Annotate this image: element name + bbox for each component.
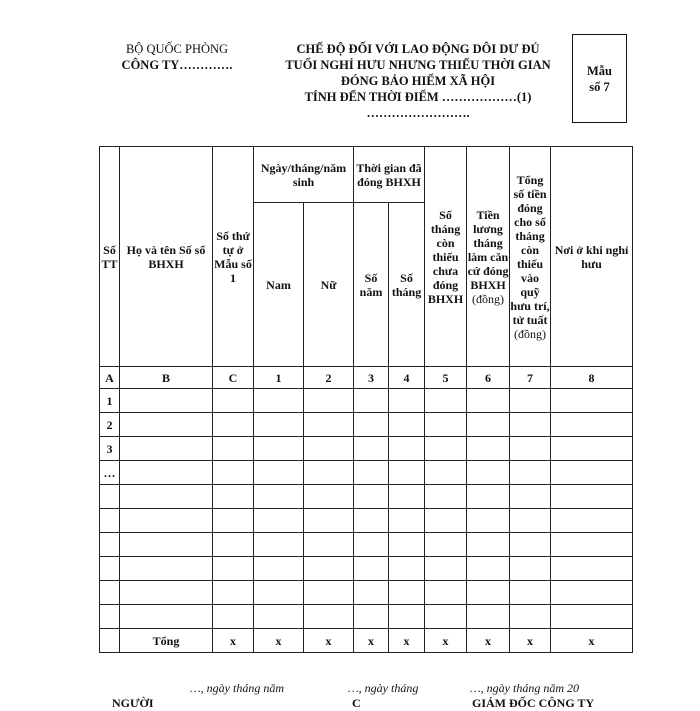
table-cell[interactable] (304, 581, 354, 605)
header-stt: Số TT (100, 147, 120, 367)
table-cell[interactable] (425, 533, 467, 557)
row-number[interactable]: 3 (100, 437, 120, 461)
table-cell[interactable] (510, 437, 551, 461)
form-number: số 7 (589, 79, 610, 94)
table-cell[interactable] (389, 413, 425, 437)
table-cell[interactable] (425, 389, 467, 413)
total-mark: x (254, 629, 304, 653)
title-line: ĐÓNG BẢO HIỂM XÃ HỘI (340, 74, 496, 88)
table-cell[interactable] (389, 389, 425, 413)
row-number[interactable]: 1 (100, 389, 120, 413)
table-cell[interactable] (551, 509, 633, 533)
table-cell[interactable] (510, 413, 551, 437)
table-cell[interactable] (120, 413, 213, 437)
header-residence: Nơi ở khi nghỉ hưu (551, 147, 633, 367)
table-cell[interactable] (213, 509, 254, 533)
total-mark: x (354, 629, 389, 653)
form-label: Mẫu (587, 63, 612, 78)
index-cell: 1 (254, 367, 304, 389)
index-cell: 5 (425, 367, 467, 389)
table-row (100, 509, 633, 533)
table-cell[interactable] (425, 509, 467, 533)
row-number[interactable] (100, 509, 120, 533)
table-cell[interactable] (354, 461, 389, 485)
table-cell[interactable] (389, 461, 425, 485)
header-male: Nam (254, 203, 304, 367)
table-cell[interactable] (354, 437, 389, 461)
header-salary-unit: (đồng) (472, 291, 505, 306)
table-cell[interactable] (425, 557, 467, 581)
table-cell[interactable] (120, 509, 213, 533)
table-cell[interactable] (120, 581, 213, 605)
header-total-money-label: Tổng số tiền đóng cho số tháng còn thiếu vào quỹ hưu trí, tử tuất (510, 172, 550, 327)
header-time-group: Thời gian đã đóng BHXH (354, 147, 425, 203)
table-cell[interactable] (213, 605, 254, 629)
total-label: Tổng (120, 629, 213, 653)
issuing-organization (112, 41, 242, 73)
table-cell[interactable] (425, 605, 467, 629)
header-name: Họ và tên Số sổ BHXH (120, 147, 213, 367)
table-row (100, 533, 633, 557)
table-cell[interactable] (467, 557, 510, 581)
table-cell[interactable] (254, 557, 304, 581)
index-cell: 7 (510, 367, 551, 389)
company-name: CÔNG TY…………. (121, 58, 233, 72)
date-line-1: …, ngày tháng năm (190, 681, 284, 695)
header-total-money (510, 147, 551, 367)
total-row (100, 629, 633, 653)
table-cell[interactable] (510, 557, 551, 581)
table-row (100, 581, 633, 605)
header-missing-months: Số tháng còn thiếu chưa đóng BHXH (425, 147, 467, 367)
table-cell[interactable] (551, 461, 633, 485)
table-cell[interactable] (354, 581, 389, 605)
table-row (100, 605, 633, 629)
table-cell[interactable] (551, 413, 633, 437)
table-row (100, 413, 633, 437)
table-cell[interactable] (551, 533, 633, 557)
table-row (100, 485, 633, 509)
table-cell[interactable] (467, 581, 510, 605)
table-cell[interactable] (213, 557, 254, 581)
index-cell: 2 (304, 367, 354, 389)
title-line: TUỔI NGHỈ HƯU NHƯNG THIẾU THỜI GIAN (285, 58, 551, 72)
row-number[interactable] (100, 581, 120, 605)
table-cell[interactable] (304, 485, 354, 509)
table-cell[interactable] (389, 557, 425, 581)
header-seq: Số thứ tự ở Mẫu số 1 (213, 147, 254, 367)
table-cell[interactable] (213, 437, 254, 461)
table-cell[interactable] (389, 485, 425, 509)
table-cell[interactable] (389, 437, 425, 461)
index-cell: 8 (551, 367, 633, 389)
title-line: TÍNH ĐẾN THỜI ĐIỂM ………………(1) (304, 90, 532, 104)
date-line-2: …, ngày tháng (348, 681, 419, 695)
table-row (100, 461, 633, 485)
data-table (99, 146, 633, 653)
table-cell[interactable] (425, 461, 467, 485)
table-row (100, 437, 633, 461)
index-cell: C (213, 367, 254, 389)
table-cell[interactable] (254, 533, 304, 557)
row-number[interactable] (100, 557, 120, 581)
table-cell[interactable] (254, 413, 304, 437)
table-cell[interactable] (120, 557, 213, 581)
title-line: ……………………. (366, 106, 470, 120)
table-cell[interactable] (467, 485, 510, 509)
table-cell[interactable] (254, 509, 304, 533)
table-cell[interactable] (551, 389, 633, 413)
header-total-money-unit: (đồng) (514, 326, 547, 341)
table-cell[interactable] (425, 581, 467, 605)
table-cell[interactable] (354, 605, 389, 629)
total-mark: x (213, 629, 254, 653)
table-cell[interactable] (467, 533, 510, 557)
table-cell[interactable] (254, 581, 304, 605)
table-cell[interactable] (510, 581, 551, 605)
table-cell[interactable] (213, 581, 254, 605)
row-number[interactable] (100, 605, 120, 629)
total-mark: x (389, 629, 425, 653)
table-cell[interactable] (304, 437, 354, 461)
row-number[interactable]: … (100, 461, 120, 485)
table-cell[interactable] (354, 485, 389, 509)
table-cell[interactable] (120, 437, 213, 461)
table-cell[interactable] (120, 461, 213, 485)
table-cell[interactable] (467, 461, 510, 485)
table-cell[interactable] (213, 485, 254, 509)
table-cell[interactable] (510, 509, 551, 533)
table-cell[interactable] (551, 557, 633, 581)
table-cell[interactable] (467, 509, 510, 533)
table-cell[interactable] (254, 461, 304, 485)
row-number[interactable]: 2 (100, 413, 120, 437)
header-dob-group: Ngày/tháng/năm sinh (254, 147, 354, 203)
total-mark: x (304, 629, 354, 653)
table-cell[interactable] (213, 533, 254, 557)
index-cell: 6 (467, 367, 510, 389)
table-cell[interactable] (467, 389, 510, 413)
table-cell[interactable] (467, 605, 510, 629)
table-cell[interactable] (354, 557, 389, 581)
table-cell[interactable] (120, 485, 213, 509)
signer-middle: C (352, 696, 361, 710)
document-title (258, 41, 578, 121)
signer-right: GIÁM ĐỐC CÔNG TY (472, 696, 595, 710)
table-cell[interactable] (510, 485, 551, 509)
header-months: Số tháng (389, 203, 425, 367)
table-cell[interactable] (425, 485, 467, 509)
index-cell: 3 (354, 367, 389, 389)
row-number[interactable] (100, 485, 120, 509)
total-row-stt (100, 629, 120, 653)
table-cell[interactable] (510, 605, 551, 629)
ministry-name: BỘ QUỐC PHÒNG (125, 42, 229, 56)
table-cell[interactable] (304, 509, 354, 533)
table-cell[interactable] (551, 485, 633, 509)
table-cell[interactable] (389, 581, 425, 605)
table-cell[interactable] (510, 389, 551, 413)
table-cell[interactable] (304, 557, 354, 581)
table-cell[interactable] (254, 437, 304, 461)
table-cell[interactable] (304, 389, 354, 413)
table-cell[interactable] (254, 389, 304, 413)
header-salary (467, 147, 510, 367)
index-cell: 4 (389, 367, 425, 389)
table-cell[interactable] (304, 605, 354, 629)
table-cell[interactable] (120, 389, 213, 413)
table-cell[interactable] (304, 461, 354, 485)
table-cell[interactable] (389, 605, 425, 629)
table-cell[interactable] (120, 605, 213, 629)
table-cell[interactable] (354, 413, 389, 437)
table-row (100, 389, 633, 413)
index-cell: B (120, 367, 213, 389)
date-line-3: …, ngày tháng năm 20 (470, 681, 579, 695)
total-mark: x (551, 629, 633, 653)
table-cell[interactable] (304, 533, 354, 557)
table-cell[interactable] (467, 437, 510, 461)
table-cell[interactable] (354, 509, 389, 533)
table-cell[interactable] (510, 461, 551, 485)
title-line: CHẾ ĐỘ ĐỐI VỚI LAO ĐỘNG DÔI DƯ ĐỦ (296, 42, 540, 56)
header-salary-label: Tiền lương tháng làm căn cứ đóng BHXH (467, 207, 509, 292)
table-cell[interactable] (213, 389, 254, 413)
table-cell[interactable] (304, 413, 354, 437)
header-female: Nữ (304, 203, 354, 367)
table-cell[interactable] (510, 533, 551, 557)
table-cell[interactable] (254, 605, 304, 629)
total-mark: x (510, 629, 551, 653)
table-cell[interactable] (120, 533, 213, 557)
total-mark: x (425, 629, 467, 653)
total-mark: x (467, 629, 510, 653)
table-cell[interactable] (389, 509, 425, 533)
table-cell[interactable] (551, 605, 633, 629)
row-number[interactable] (100, 533, 120, 557)
signer-left: NGƯỜI (112, 696, 154, 710)
table-cell[interactable] (254, 485, 304, 509)
table-cell[interactable] (467, 413, 510, 437)
data-rows (100, 389, 633, 629)
index-cell: A (100, 367, 120, 389)
table-cell[interactable] (551, 437, 633, 461)
table-cell[interactable] (354, 389, 389, 413)
table-cell[interactable] (213, 413, 254, 437)
table-cell[interactable] (354, 533, 389, 557)
form-number-box (572, 34, 627, 123)
table-cell[interactable] (425, 437, 467, 461)
table-row (100, 557, 633, 581)
header-years: Số năm (354, 203, 389, 367)
table-cell[interactable] (213, 461, 254, 485)
table-cell[interactable] (551, 581, 633, 605)
table-cell[interactable] (389, 533, 425, 557)
table-cell[interactable] (425, 413, 467, 437)
